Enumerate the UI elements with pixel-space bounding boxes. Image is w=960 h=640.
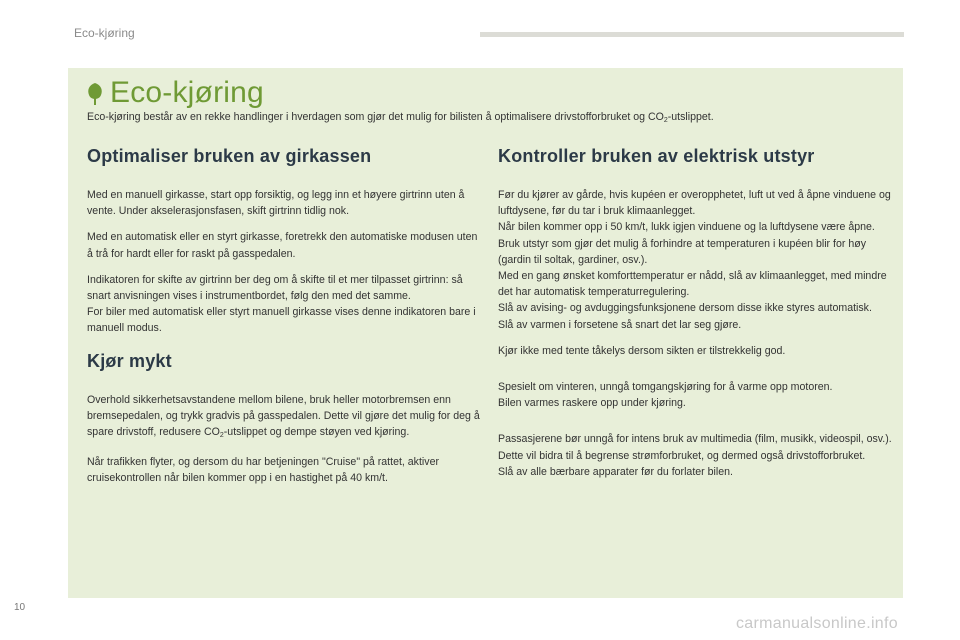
- page-title: Eco-kjøring: [110, 76, 264, 109]
- gearbox-paragraph-manual: Med en manuell girkasse, start opp forsiktig, og legg inn et høyere girtrinn uten å vente. Under akselerasjonsfasen, skift girtrinn tidlig nok.: [87, 189, 465, 218]
- soft-driving-paragraph-distance: Overhold sikkerhetsavstandene mellom bilene, bruk heller motorbremsen enn bremsepedalen, og trykk gradvis på gasspedalen. Dette vil gjøre det mulig for deg å spare drivstoff, redusere $CO_2$-utslippet og dempe støyen ved kjøring.: [87, 393, 480, 440]
- electrical-line: Slå av varmen i forsetene så snart det lar seg gjøre.: [498, 318, 742, 331]
- electrical-heading: Kontroller bruken av elektrisk utstyr: [498, 146, 815, 166]
- electrical-line: Før du kjører av gårde, hvis kupéen er overopphetet, luft ut ved å åpne vinduene og luftdysene, før du tar i bruk klimaanlegget.: [498, 189, 891, 218]
- header-section-title: Eco-kjøring: [74, 26, 135, 40]
- gearbox-paragraph-indicator-note: For biler med automatisk eller styrt manuell girkasse vises denne indikatoren bare i manuell modus.: [87, 306, 476, 335]
- winter-heating-line: Bilen varmes raskere opp under kjøring.: [498, 397, 686, 410]
- soft-driving-heading: Kjør mykt: [87, 350, 172, 371]
- gearbox-paragraph-indicator: Indikatoren for skifte av girtrinn ber deg om å skifte til et mer tilpasset girtrinn: så snart anvisningen vises i instrumentbordet, følg den med det samme.: [87, 273, 463, 303]
- multimedia-paragraph: Passasjerene bør unngå for intens bruk av multimedia (film, musikk, videospil, osv.). Dette vil bidra til å begrense strømforbruket, og dermed også drivstofforbruket.: [498, 433, 892, 462]
- gearbox-heading: Optimaliser bruken av girkassen: [87, 146, 372, 166]
- fog-light-paragraph: Kjør ikke med tente tåkelys dersom sikten er tilstrekkelig god.: [498, 344, 786, 357]
- intro-text: Eco-kjøring består av en rekke handlinger i hverdagen som gjør det mulig for bilisten å optimalisere drivstofforbruket og $CO_2$-utslippet.: [87, 111, 714, 124]
- watermark: carmanualsonline.info: [736, 615, 898, 632]
- right-column: [498, 146, 893, 480]
- header-bar: [480, 32, 904, 37]
- electrical-line: Bruk utstyr som gjør det mulig å forhindre at temperaturen i kupéen blir for høy (gardin til soltak, gardiner, osv.).: [498, 237, 866, 266]
- soft-driving-paragraph-cruise: Når trafikken flyter, og dersom du har betjeningen "Cruise" på rattet, aktiver cruisekontrollen når bilen kommer opp i en hastighet på 40 km/t.: [87, 456, 439, 485]
- electrical-line: Med en gang ønsket komforttemperatur er nådd, slå av klimaanlegget, med mindre det har automatisk temperaturregulering.: [498, 270, 887, 299]
- gearbox-paragraph-automatic: Med en automatisk eller en styrt girkasse, foretrekk den automatiske modusen uten å trå for hardt eller for raskt på gasspedalen.: [87, 231, 478, 260]
- page-number: 10: [14, 602, 26, 613]
- left-column: [87, 146, 482, 487]
- winter-idle-line: Spesielt om vinteren, unngå tomgangskjøring for å varme opp motoren.: [498, 381, 833, 394]
- electrical-line: Slå av avising- og avduggingsfunksjonene dersom disse ikke styres automatisk.: [498, 302, 872, 315]
- electrical-line: Når bilen kommer opp i 50 km/t, lukk igjen vinduene og la luftdysene være åpne.: [498, 221, 875, 234]
- portable-devices-line: Slå av alle bærbare apparater før du forlater bilen.: [498, 465, 733, 478]
- leaf-icon: [86, 82, 104, 106]
